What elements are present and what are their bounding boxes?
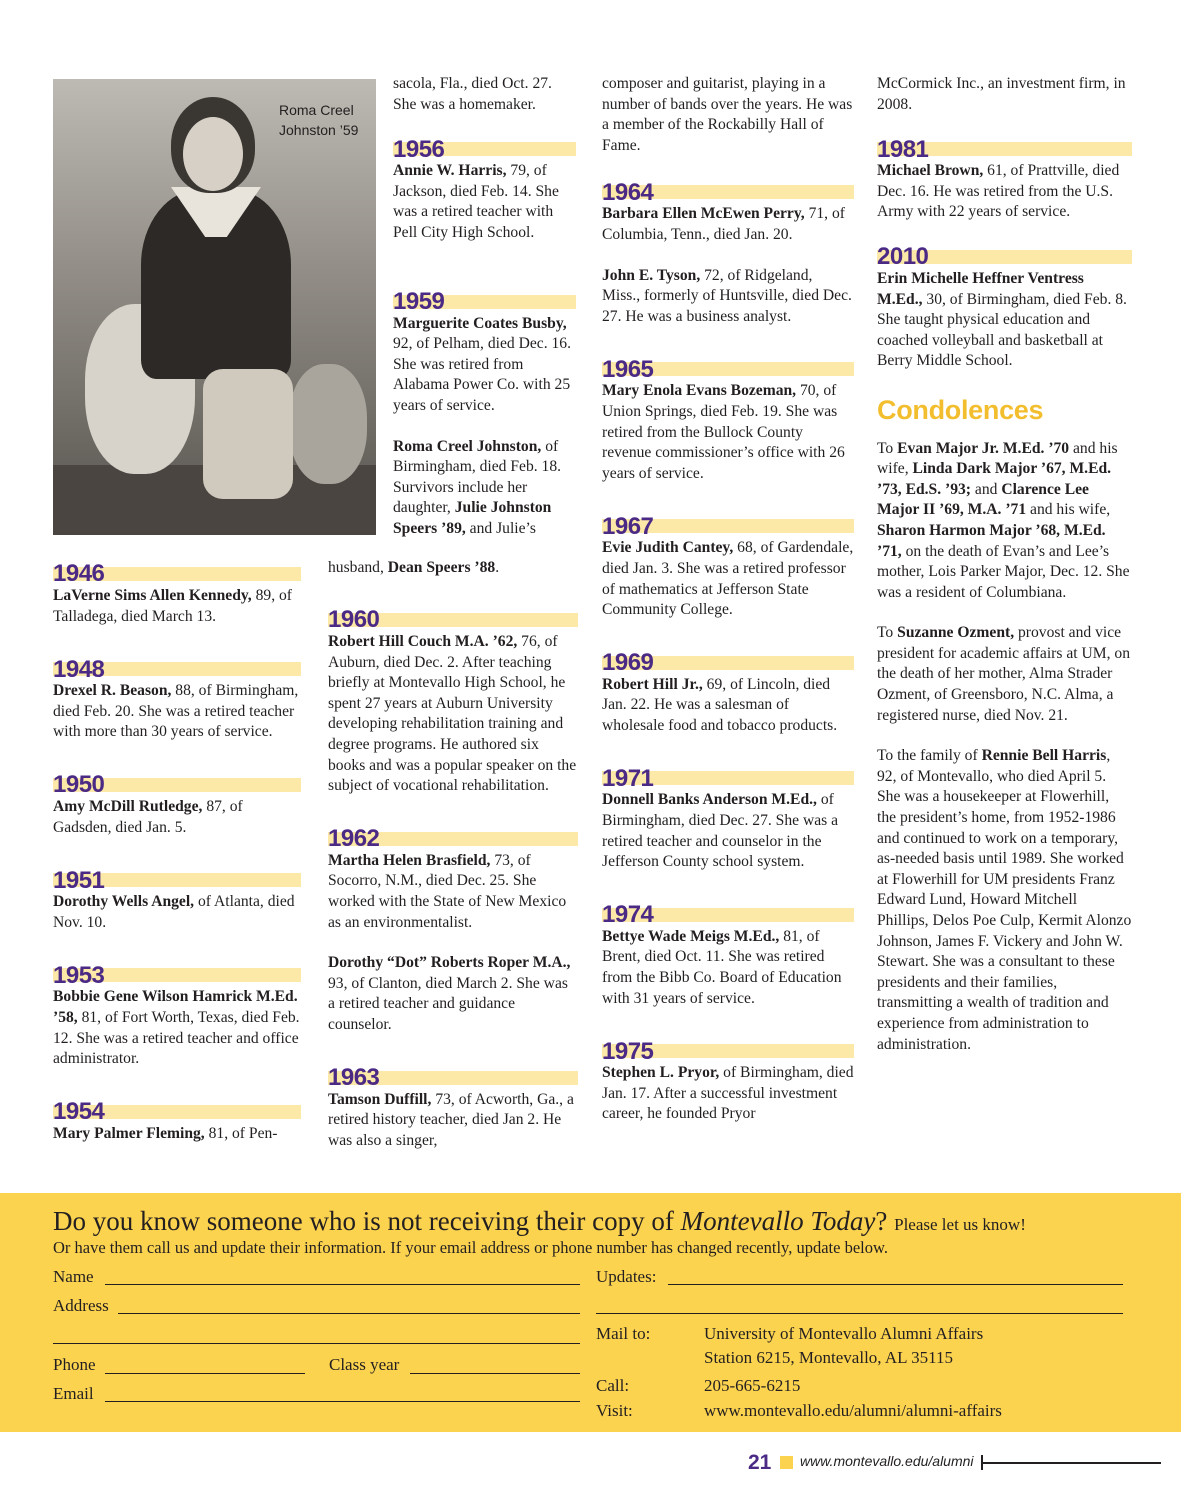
address-field[interactable] — [118, 1313, 580, 1314]
mail-to-label: Mail to: — [596, 1324, 651, 1343]
year-heading: 1960 — [328, 598, 578, 628]
year-heading: 1951 — [53, 858, 301, 888]
website-link[interactable]: www.montevallo.edu/alumni/alumni-affairs — [704, 1401, 1002, 1420]
email-field[interactable] — [105, 1401, 580, 1402]
class-year-field[interactable] — [410, 1373, 580, 1374]
address-label: Address — [53, 1296, 109, 1315]
year-heading: 1974 — [602, 893, 854, 923]
photo-figure-face — [183, 117, 243, 191]
column-3 — [602, 74, 854, 1145]
column-2-upper — [393, 74, 576, 540]
year-heading: 1954 — [53, 1090, 301, 1120]
condolence-entry: To the family of Rennie Bell Harris, 92, of Montevallo, who died April 5. She was a housekeeper at Flowerhill, the president’s home, from 1952-1986 and continued to work on a temporary, as-needed basis until 1989. She worked at Flowerhill for UM presidents Franz Edward Lund, Howard Mitchell Phillips, Delos Poe Culp, Kermit Alonzo Johnson, James F. Vickery and John W. Stewart. She was a consultant to these presidents and their families, transmitting a wealth of tradition and experience from administration to administration. — [877, 747, 1132, 1053]
obituary-entry: Roma Creel Johnston, of Birmingham, died Feb. 18. Survivors include her daughter, Julie Johnston Speers ’89, and Julie’s — [393, 437, 562, 537]
year-heading: 1971 — [602, 756, 854, 786]
year-heading: 1969 — [602, 641, 854, 671]
obituary-entry: Amy McDill Rutledge, 87, of Gadsden, died Jan. 5. — [53, 797, 243, 836]
obituary-entry: Evie Judith Cantey, 68, of Gardendale, died Jan. 3. She was a retired professor of mathematics at Jefferson State Community College. — [602, 539, 854, 619]
page-number: 21 — [748, 1451, 772, 1474]
column-2-lower — [328, 598, 578, 1171]
photo-caption-line1: Roma Creel — [279, 102, 354, 118]
condolence-entry: To Evan Major Jr. M.Ed. ’70 and his wife, Linda Dark Major ’67, M.Ed. ’73, Ed.S. ’93; and Clarence Lee Major II ’69, M.A. ’71 and his wife, Sharon Harmon Major ’68, M.Ed. ’71, on the death of Evan’s and Lee’s mother, Lois Parker Major, Dec. 12. She was a resident of Columbiana. — [877, 439, 1130, 601]
column-1 — [53, 552, 301, 1164]
obituary-entry: Drexel R. Beason, 88, of Birmingham, died Feb. 20. She was a retired teacher with more than 30 years of service. — [53, 682, 299, 741]
obituary-entry: Martha Helen Brasfield, 73, of Socorro, N.M., died Dec. 25. She worked with the State of New Mexico as an environmentalist. — [328, 851, 567, 931]
photo-roma-creel-johnston — [53, 79, 376, 535]
year-heading: 1959 — [393, 280, 576, 310]
year-heading: 1956 — [393, 127, 576, 157]
year-heading: 1965 — [602, 347, 854, 377]
year-heading: 1975 — [602, 1029, 854, 1059]
year-heading: 1953 — [53, 953, 301, 983]
photo-toy-dog-right — [289, 364, 367, 484]
phone-label: Phone — [53, 1355, 96, 1374]
continued-text: composer and guitarist, playing in a number of bands over the years. He was a member of the Rockabilly Hall of Fame. — [602, 75, 853, 154]
obituary-entry: Robert Hill Jr., 69, of Lincoln, died Jan. 22. He was a salesman of wholesale food and tobacco products. — [602, 675, 838, 734]
address-field-line2[interactable] — [53, 1343, 580, 1344]
name-field[interactable] — [105, 1284, 580, 1285]
obituary-entry: Stephen L. Pryor, of Birmingham, died Jan. 17. After a successful investment career, he founded Pryor — [602, 1064, 854, 1123]
obituary-entry: Robert Hill Couch M.A. ’62, 76, of Auburn, died Dec. 2. After teaching briefly at Montevallo High School, he spent 27 years at Auburn University developing rehabilitation training and degree programs. He authored six books and was a popular speaker on the subject of vocational rehabilitation. — [328, 633, 577, 795]
obituary-entry: Bettye Wade Meigs M.Ed., 81, of Brent, died Oct. 11. She was retired from the Bibb Co. Board of Education with 31 years of service. — [602, 927, 842, 1007]
obituary-entry: Tamson Duffill, 73, of Acworth, Ga., a retired history teacher, died Jan 2. He was also a singer, — [328, 1090, 574, 1149]
class-year-label: Class year — [329, 1355, 400, 1374]
obituary-entry: Annie W. Harris, 79, of Jackson, died Feb. 14. She was a retired teacher with Pell City High School. — [393, 162, 559, 241]
obituary-entry: Barbara Ellen McEwen Perry, 71, of Columbia, Tenn., died Jan. 20. — [602, 205, 845, 243]
year-heading: 1950 — [53, 763, 301, 793]
obituary-entry: Bobbie Gene Wilson Hamrick M.Ed. ’58, 81, of Fort Worth, Texas, died Feb. 12. She was a retired teacher and office administrator. — [53, 988, 300, 1068]
footer-square-icon — [780, 1456, 793, 1469]
obituary-entry: Marguerite Coates Busby, 92, of Pelham, died Dec. 16. She was retired from Alabama Power Co. with 25 years of service. — [393, 314, 571, 414]
phone-number: 205-665-6215 — [704, 1376, 801, 1395]
footer-url[interactable]: www.montevallo.edu/alumni — [800, 1453, 974, 1469]
updates-label: Updates: — [596, 1267, 657, 1286]
obituary-entry: Erin Michelle Heffner Ventress M.Ed., 30, of Birmingham, died Feb. 8. She taught physical education and coached volleyball and basketball at Berry Middle School. — [877, 269, 1127, 370]
photo-caption — [279, 100, 358, 140]
form-headline: Do you know someone who is not receiving their copy of Montevallo Today? Please let us know! — [53, 1206, 1026, 1236]
roma-entry-wrap: husband, Dean Speers ’88. — [328, 559, 500, 576]
year-heading: 1962 — [328, 817, 578, 847]
updates-field[interactable] — [668, 1284, 1123, 1285]
year-heading: 1946 — [53, 552, 301, 582]
footer-rule — [981, 1462, 1161, 1464]
year-heading: 1967 — [602, 504, 854, 534]
year-heading: 1981 — [877, 127, 1132, 157]
obituary-entry: LaVerne Sims Allen Kennedy, 89, of Talladega, died March 13. — [53, 587, 292, 625]
photo-caption-line2: Johnston ’59 — [279, 122, 359, 138]
call-label: Call: — [596, 1376, 630, 1395]
obituary-entry: Donnell Banks Anderson M.Ed., of Birmingham, died Dec. 27. She was a retired teacher and counselor in the Jefferson County school system. — [602, 791, 839, 871]
obituary-entry: Mary Enola Evans Bozeman, 70, of Union Springs, died Feb. 19. She was retired from the Bullock County revenue commissioner’s office with 26 years of service. — [602, 382, 845, 482]
obituary-entry: Dorothy “Dot” Roberts Roper M.A., 93, of Clanton, died March 2. She was a retired teacher and guidance counselor. — [328, 954, 571, 1033]
condolence-entry: To Suzanne Ozment, provost and vice president for academic affairs at UM, on the death of her mother, Alma Strader Ozment, of Greensboro, N.C. Alma, a registered nurse, died Nov. 21. — [877, 624, 1131, 724]
obituary-entry: Mary Palmer Fleming, 81, of Pen- — [53, 1124, 278, 1142]
continued-text: sacola, Fla., died Oct. 27. She was a homemaker. — [393, 75, 552, 113]
year-heading: 1964 — [602, 170, 854, 200]
year-heading: 1948 — [53, 647, 301, 677]
obituary-entry: Dorothy Wells Angel, of Atlanta, died Nov. 10. — [53, 893, 295, 931]
obituary-entry: John E. Tyson, 72, of Ridgeland, Miss., formerly of Huntsville, died Dec. 27. He was a business analyst. — [602, 266, 852, 325]
visit-label: Visit: — [596, 1401, 633, 1420]
mail-address-line2: Station 6215, Montevallo, AL 35115 — [704, 1348, 954, 1367]
updates-field-line2[interactable] — [596, 1313, 1123, 1314]
name-label: Name — [53, 1267, 94, 1286]
year-heading: 1963 — [328, 1056, 578, 1086]
mail-address-line1: University of Montevallo Alumni Affairs — [704, 1324, 984, 1343]
photo-figure-legs — [203, 369, 293, 499]
column-4 — [877, 74, 1132, 1075]
condolences-title: Condolences — [877, 394, 1044, 425]
year-heading: 2010 — [877, 235, 1132, 265]
obituary-entry: Michael Brown, 61, of Prattville, died Dec. 16. He was retired from the U.S. Army with 22 years of service. — [877, 162, 1120, 221]
email-label: Email — [53, 1384, 94, 1403]
subscription-form-panel — [0, 1193, 1181, 1432]
form-subheadline: Or have them call us and update their information. If your email address or phone number has changed recently, update below. — [53, 1238, 888, 1257]
continued-text: McCormick Inc., an investment firm, in 2008. — [877, 75, 1126, 113]
phone-field[interactable] — [105, 1373, 305, 1374]
